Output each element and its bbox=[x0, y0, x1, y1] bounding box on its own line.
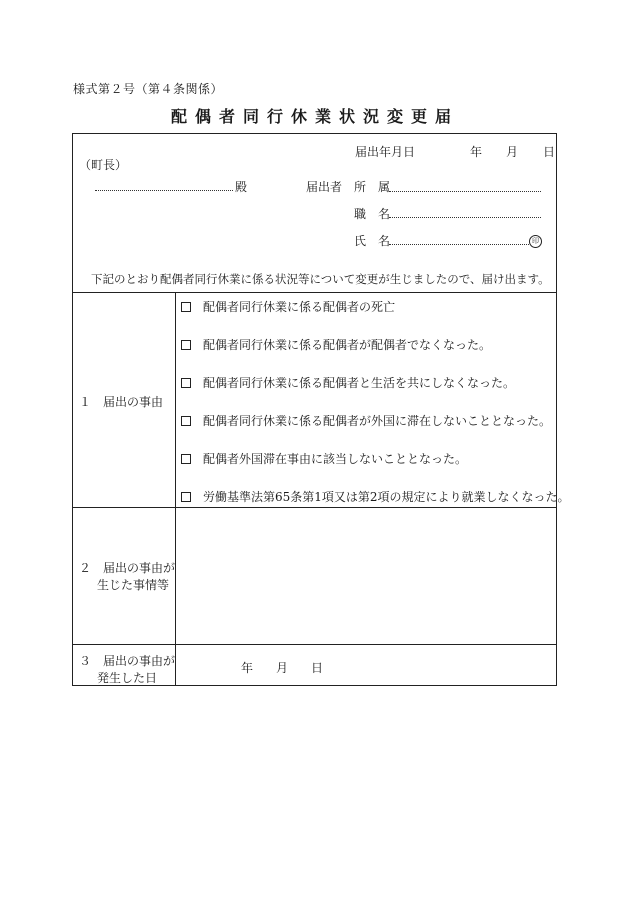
page-title: 配偶者同行休業状況変更届 bbox=[170, 107, 459, 126]
statement-text: 下記のとおり配偶者同行休業に係る状況等について変更が生じましたので、届け出ます。 bbox=[91, 272, 550, 286]
section2-label-line1: ２ 届出の事由が bbox=[79, 561, 176, 575]
affiliation-field[interactable] bbox=[389, 191, 541, 192]
row-divider bbox=[73, 507, 556, 508]
checkbox-icon[interactable] bbox=[181, 302, 191, 312]
reason-item[interactable] bbox=[181, 374, 515, 391]
affiliation-label: 所 属 bbox=[354, 180, 391, 194]
section1-label: １ 届出の事由 bbox=[79, 395, 164, 409]
addressee-label: （町長） bbox=[79, 158, 128, 172]
reason-text: 配偶者同行休業に係る配偶者が外国に滞在しないこととなった。 bbox=[203, 414, 552, 428]
name-field[interactable] bbox=[389, 244, 529, 245]
position-label: 職 名 bbox=[354, 207, 391, 221]
date-year-field[interactable]: 年 bbox=[470, 145, 483, 159]
section3-label-line1: ３ 届出の事由が bbox=[79, 654, 176, 668]
checkbox-icon[interactable] bbox=[181, 454, 191, 464]
reason-text: 労働基準法第65条第1項又は第2項の規定により就業しなくなった。 bbox=[203, 490, 570, 504]
row-divider bbox=[73, 292, 556, 293]
seal-icon: 印 bbox=[529, 235, 542, 248]
form-number-label: 様式第２号（第４条関係） bbox=[73, 82, 224, 96]
date-month-field[interactable]: 月 bbox=[506, 145, 519, 159]
seal-mark bbox=[529, 232, 542, 248]
circumstances-textarea[interactable] bbox=[177, 509, 555, 642]
checkbox-icon[interactable] bbox=[181, 378, 191, 388]
reason-item[interactable] bbox=[181, 450, 467, 467]
reason-item[interactable] bbox=[181, 336, 491, 353]
addressee-field[interactable] bbox=[95, 190, 233, 191]
section3-label-line2: 発生した日 bbox=[97, 671, 158, 685]
honorific-label: 殿 bbox=[235, 180, 248, 194]
checkbox-icon[interactable] bbox=[181, 492, 191, 502]
column-divider bbox=[175, 292, 176, 686]
occurrence-day-field[interactable]: 日 bbox=[311, 661, 324, 675]
submitter-label: 届出者 bbox=[306, 180, 343, 194]
checkbox-icon[interactable] bbox=[181, 340, 191, 350]
date-day-field[interactable]: 日 bbox=[543, 145, 556, 159]
reason-item[interactable] bbox=[181, 412, 551, 429]
date-label: 届出年月日 bbox=[355, 145, 416, 159]
reason-text: 配偶者同行休業に係る配偶者の死亡 bbox=[203, 300, 396, 314]
reason-item[interactable] bbox=[181, 488, 570, 505]
row-divider bbox=[73, 644, 556, 645]
reason-text: 配偶者同行休業に係る配偶者が配偶者でなくなった。 bbox=[203, 338, 492, 352]
checkbox-icon[interactable] bbox=[181, 416, 191, 426]
name-label: 氏 名 bbox=[354, 234, 391, 248]
reason-text: 配偶者外国滞在事由に該当しないこととなった。 bbox=[203, 452, 468, 466]
position-field[interactable] bbox=[389, 217, 541, 218]
occurrence-month-field[interactable]: 月 bbox=[276, 661, 289, 675]
form-frame bbox=[72, 133, 570, 686]
reason-text: 配偶者同行休業に係る配偶者と生活を共にしなくなった。 bbox=[203, 376, 516, 390]
section2-label-line2: 生じた事情等 bbox=[97, 578, 170, 592]
reason-item[interactable] bbox=[181, 298, 395, 315]
occurrence-year-field[interactable]: 年 bbox=[241, 661, 254, 675]
